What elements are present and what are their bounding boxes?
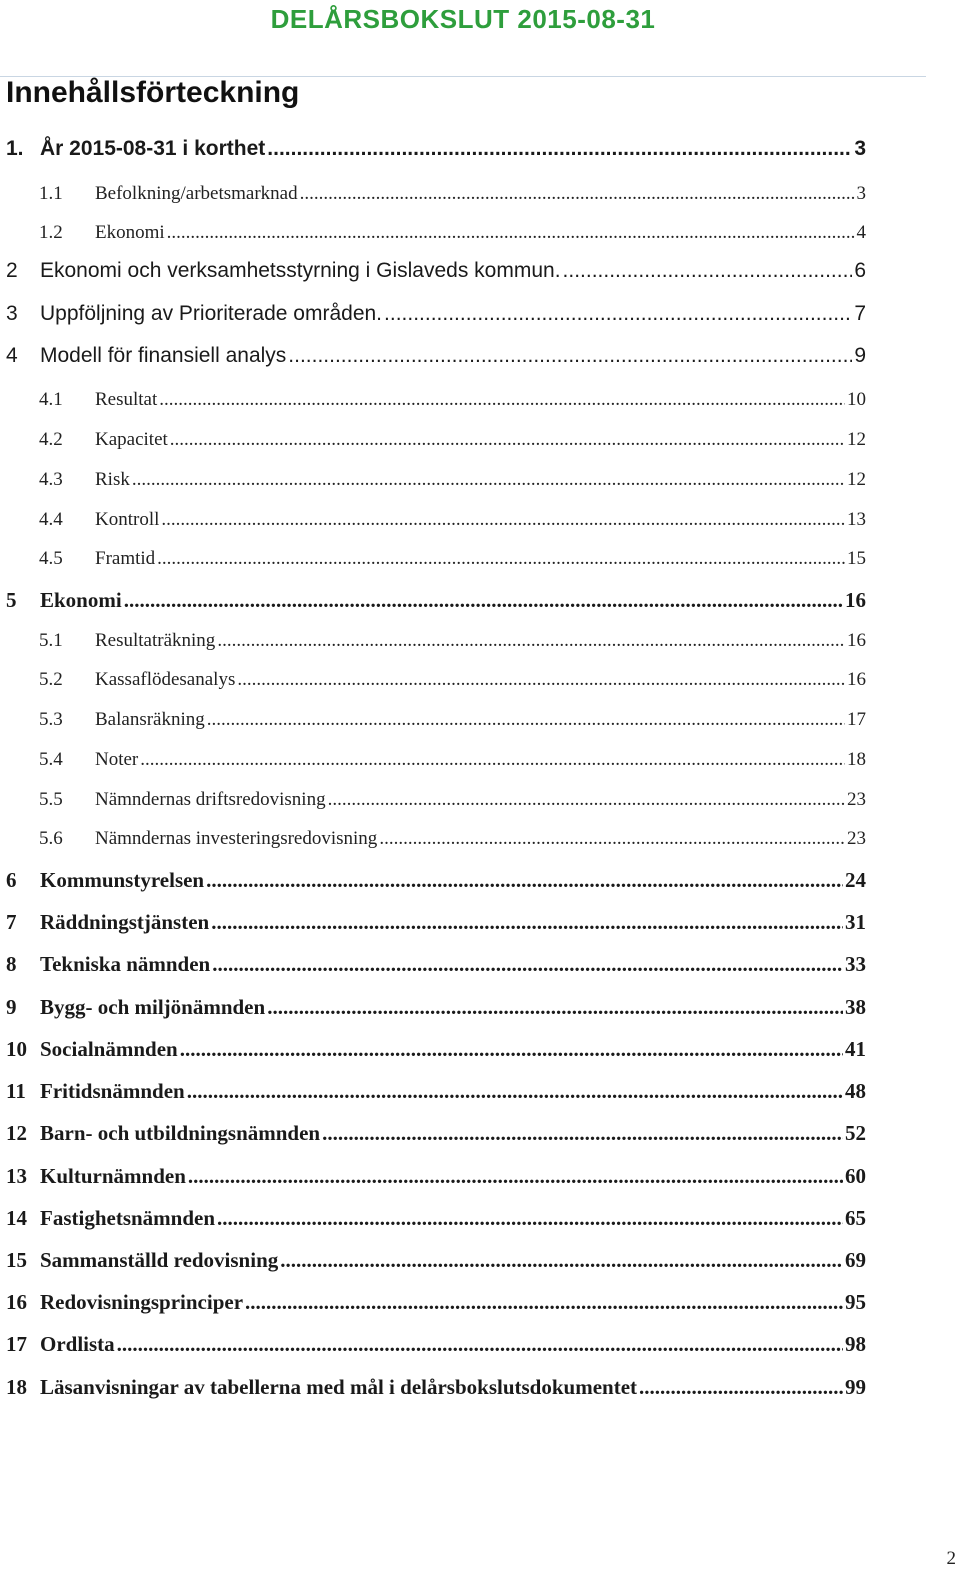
dot-leader	[188, 1164, 843, 1189]
toc-entry[interactable]	[6, 137, 866, 171]
toc-entry-title: Kontroll	[95, 509, 160, 530]
dot-leader	[267, 137, 852, 161]
toc-entry-title: Läsanvisningar av tabellerna med mål i delårsbokslutsdokumentet	[40, 1375, 638, 1399]
toc-entry-number: 7	[6, 910, 17, 934]
dot-leader	[217, 630, 845, 652]
toc-entry[interactable]	[6, 995, 866, 1029]
toc-entry-number: 5.1	[39, 630, 63, 651]
toc-entry-page: 65	[845, 1206, 866, 1230]
toc-entry-title: Kapacitet	[95, 429, 168, 450]
toc-entry[interactable]	[6, 669, 866, 703]
document-header-title: DELÅRSBOKSLUT 2015-08-31	[270, 4, 656, 34]
toc-entry[interactable]	[6, 709, 866, 743]
toc-entry-page: 33	[845, 952, 866, 976]
toc-entry[interactable]	[6, 509, 866, 543]
dot-leader	[563, 259, 853, 283]
toc-entry-page: 23	[847, 828, 866, 849]
toc-entry-page: 52	[845, 1121, 866, 1145]
toc-entry-number: 4.5	[39, 548, 63, 569]
dot-leader	[159, 389, 845, 411]
toc-entry-number: 12	[6, 1121, 27, 1145]
toc-entry[interactable]	[6, 1206, 866, 1240]
toc-entry-page: 4	[856, 222, 866, 243]
toc-entry-number: 5.3	[39, 709, 63, 730]
toc-entry-page: 95	[845, 1290, 866, 1314]
dot-leader	[288, 344, 852, 368]
toc-entry[interactable]	[6, 1079, 866, 1113]
toc-entry[interactable]	[6, 259, 866, 293]
toc-entry-title: Framtid	[95, 548, 156, 569]
dot-leader	[206, 868, 843, 893]
toc-entry[interactable]	[6, 429, 866, 463]
toc-entry-page: 24	[845, 868, 866, 892]
toc-entry[interactable]	[6, 302, 866, 336]
toc-entry[interactable]	[6, 1164, 866, 1198]
dot-leader	[117, 1332, 843, 1357]
toc-entry-number: 5.6	[39, 828, 63, 849]
toc-entry-title: Fritidsnämnden	[40, 1079, 185, 1103]
dot-leader	[237, 669, 845, 691]
toc-entry-number: 16	[6, 1290, 27, 1314]
dot-leader	[267, 995, 843, 1020]
dot-leader	[180, 1037, 843, 1062]
toc-entry-title: Resultaträkning	[95, 630, 216, 651]
toc-entry-title: År 2015-08-31 i korthet	[40, 137, 266, 160]
dot-leader	[379, 828, 845, 850]
toc-entry[interactable]	[6, 1248, 866, 1282]
toc-entry-title: Redovisningsprinciper	[40, 1290, 244, 1314]
toc-entry-page: 16	[847, 669, 866, 690]
dot-leader	[212, 952, 843, 977]
toc-entry-title: Modell för finansiell analys	[40, 344, 287, 367]
toc-entry[interactable]	[6, 1375, 866, 1409]
toc-entry-number: 15	[6, 1248, 27, 1272]
toc-entry-page: 99	[845, 1375, 866, 1399]
toc-entry[interactable]	[6, 1290, 866, 1324]
dot-leader	[132, 469, 845, 491]
dot-leader	[124, 588, 843, 613]
toc-entry-title: Nämndernas investeringsredovisning	[95, 828, 378, 849]
toc-entry[interactable]	[6, 1121, 866, 1155]
page-number: 2	[946, 1548, 956, 1569]
toc-entry-page: 16	[845, 588, 866, 612]
toc-entry-number: 1.2	[39, 222, 63, 243]
toc-entry-page: 3	[854, 137, 866, 160]
toc-entry-number: 10	[6, 1037, 27, 1061]
dot-leader	[328, 789, 845, 811]
toc-entry[interactable]	[6, 630, 866, 664]
toc-entry-title: Befolkning/arbetsmarknad	[95, 183, 298, 204]
toc-entry-number: 1.	[6, 137, 24, 160]
toc-entry-title: Uppföljning av Prioriterade områden.	[40, 302, 383, 325]
toc-entry-number: 4.2	[39, 429, 63, 450]
dot-leader	[300, 183, 855, 205]
toc-entry-page: 41	[845, 1037, 866, 1061]
toc-entry-number: 2	[6, 259, 18, 282]
toc-entry-page: 17	[847, 709, 866, 730]
toc-entry-page: 12	[847, 469, 866, 490]
toc-entry-number: 6	[6, 868, 17, 892]
dot-leader	[170, 429, 845, 451]
toc-entry-title: Kommunstyrelsen	[40, 868, 205, 892]
toc-entry-title: Fastighetsnämnden	[40, 1206, 216, 1230]
toc-entry-page: 10	[847, 389, 866, 410]
toc-entry-title: Tekniska nämnden	[40, 952, 211, 976]
toc-entry-page: 38	[845, 995, 866, 1019]
dot-leader	[207, 709, 845, 731]
toc-entry[interactable]	[6, 1332, 866, 1366]
dot-leader	[161, 509, 845, 531]
dot-leader	[187, 1079, 843, 1104]
toc-entry-number: 5	[6, 588, 17, 612]
toc-entry-number: 5.2	[39, 669, 63, 690]
toc-entry[interactable]	[6, 222, 866, 256]
dot-leader	[217, 1206, 843, 1231]
toc-entry-number: 3	[6, 302, 18, 325]
dot-leader	[211, 910, 843, 935]
toc-entry[interactable]	[6, 389, 866, 423]
toc-entry[interactable]	[6, 749, 866, 783]
dot-leader	[322, 1121, 843, 1146]
toc-entry-number: 4.1	[39, 389, 63, 410]
toc-entry-number: 8	[6, 952, 17, 976]
toc-entry-title: Kassaflödesanalys	[95, 669, 236, 690]
toc-entry-title: Bygg- och miljönämnden	[40, 995, 266, 1019]
toc-entry-number: 5.4	[39, 749, 63, 770]
toc-entry-title: Socialnämnden	[40, 1037, 178, 1061]
toc-entry[interactable]	[6, 344, 866, 378]
toc-entry-page: 23	[847, 789, 866, 810]
toc-entry-title: Ekonomi och verksamhetsstyrning i Gislaveds kommun.	[40, 259, 561, 282]
toc-entry-number: 5.5	[39, 789, 63, 810]
toc-entry-page: 48	[845, 1079, 866, 1103]
toc-entry-title: Sammanställd redovisning	[40, 1248, 279, 1272]
toc-entry[interactable]	[6, 469, 866, 503]
toc-entry[interactable]	[6, 588, 866, 622]
toc-entry-title: Ordlista	[40, 1332, 115, 1356]
toc-entry-page: 18	[847, 749, 866, 770]
toc-entry[interactable]	[6, 183, 866, 217]
toc-entry-number: 4.4	[39, 509, 63, 530]
toc-entry-title: Resultat	[95, 389, 158, 410]
toc-entry-number: 14	[6, 1206, 27, 1230]
dot-leader	[245, 1290, 843, 1315]
toc-entry-number: 4.3	[39, 469, 63, 490]
toc-entry-page: 7	[854, 302, 866, 325]
toc-entry-page: 9	[854, 344, 866, 367]
toc-entry-title: Nämndernas driftsredovisning	[95, 789, 326, 810]
toc-entry-number: 17	[6, 1332, 27, 1356]
toc-entry-number: 9	[6, 995, 17, 1019]
toc-entry-page: 12	[847, 429, 866, 450]
toc-entry-title: Barn- och utbildningsnämnden	[40, 1121, 321, 1145]
dot-leader	[140, 749, 845, 771]
toc-entry-page: 69	[845, 1248, 866, 1272]
toc-entry[interactable]	[6, 910, 866, 944]
toc-entry-title: Ekonomi	[95, 222, 165, 243]
toc-entry-number: 4	[6, 344, 18, 367]
toc-entry[interactable]	[6, 828, 866, 862]
dot-leader	[280, 1248, 843, 1273]
toc-entry-page: 13	[847, 509, 866, 530]
toc-entry[interactable]	[6, 548, 866, 582]
dot-leader	[384, 302, 852, 326]
toc-entry-page: 3	[856, 183, 866, 204]
toc-entry-title: Noter	[95, 749, 139, 770]
toc-entry-number: 11	[6, 1079, 26, 1103]
toc-entry[interactable]	[6, 952, 866, 986]
toc-entry-number: 1.1	[39, 183, 63, 204]
toc-entry-page: 31	[845, 910, 866, 934]
toc-entry-page: 15	[847, 548, 866, 569]
dot-leader	[157, 548, 845, 570]
dot-leader	[167, 222, 855, 244]
toc-entry[interactable]	[6, 789, 866, 823]
toc-entry-page: 98	[845, 1332, 866, 1356]
toc-entry-number: 13	[6, 1164, 27, 1188]
toc-entry-title: Räddningstjänsten	[40, 910, 210, 934]
toc-heading: Innehållsförteckning	[6, 76, 300, 109]
toc-entry[interactable]	[6, 868, 866, 902]
dot-leader	[639, 1375, 843, 1400]
toc-entry-number: 18	[6, 1375, 27, 1399]
toc-entry[interactable]	[6, 1037, 866, 1071]
toc-entry-page: 16	[847, 630, 866, 651]
toc-entry-page: 60	[845, 1164, 866, 1188]
toc-entry-title: Ekonomi	[40, 588, 122, 612]
toc-entry-title: Risk	[95, 469, 130, 490]
toc-entry-page: 6	[854, 259, 866, 282]
toc-entry-title: Balansräkning	[95, 709, 205, 730]
toc-entry-title: Kulturnämnden	[40, 1164, 186, 1188]
